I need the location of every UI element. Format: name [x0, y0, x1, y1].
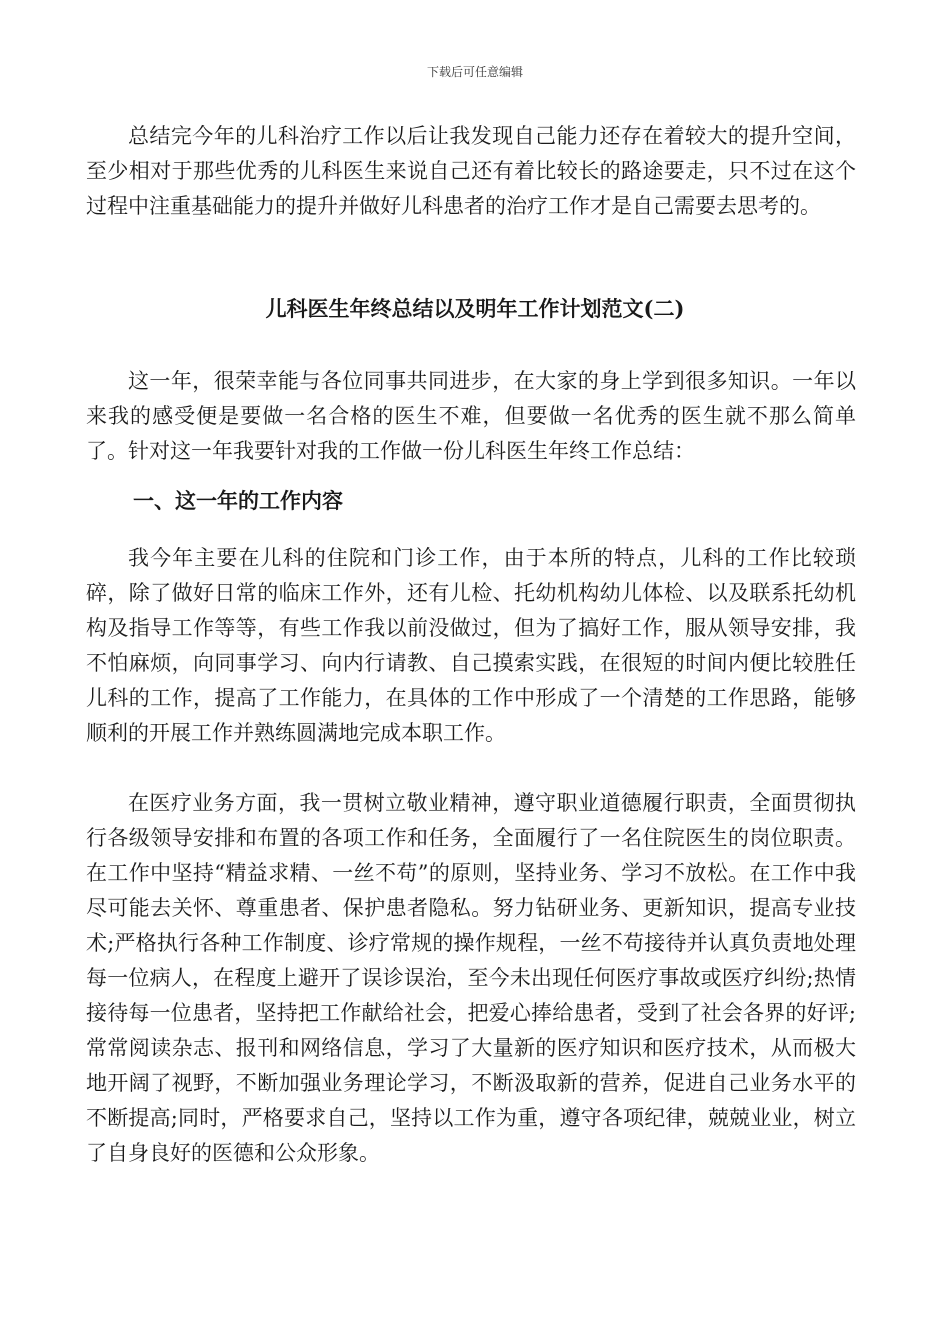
paragraph-work-content: 我今年主要在儿科的住院和门诊工作，由于本所的特点，儿科的工作比较琐碎，除了做好日常的临床工作外，还有儿检、托幼机构幼儿体检、以及联系托幼机构及指导工作等等，有些工作我以前没做过，但为了搞好工作，服从领导安排，我不怕麻烦，向同事学习、向内行请教、自己摸索实践，在很短的时间内便比较胜任儿科的工作，提高了工作能力，在具体的工作中形成了一个清楚的工作思路，能够顺利的开展工作并熟练圆满地完成本职工作。	[86, 546, 856, 745]
document-title: 儿科医生年终总结以及明年工作计划范文(二)	[265, 296, 685, 321]
paragraph-intro: 这一年，很荣幸能与各位同事共同进步，在大家的身上学到很多知识。一年以来我的感受便是要做一名合格的医生不难，但要做一名优秀的医生就不那么简单了。针对这一年我要针对我的工作做一份儿科医生年终工作总结：	[86, 369, 856, 463]
page-header: 下载后可任意编辑	[426, 65, 523, 79]
paragraph-medical-service: 在医疗业务方面，我一贯树立敬业精神，遵守职业道德履行职责，全面贯彻执行各级领导安排和布置的各项工作和任务，全面履行了一名住院医生的岗位职责。在工作中坚持“精益求精、一丝不苟”的原则，坚持业务、学习不放松。在工作中我尽可能去关怀、尊重患者、保护患者隐私。努力钻研业务、更新知识，提高专业技术;严格执行各种工作制度、诊疗常规的操作规程，一丝不苟接待并认真负责地处理每一位病人，在程度上避开了误诊误治，至今未出现任何医疗事故或医疗纠纷;热情接待每一位患者，坚持把工作献给社会，把爱心捧给患者，受到了社会各界的好评;常常阅读杂志、报刊和网络信息，学习了大量新的医疗知识和医疗技术，从而极大地开阔了视野，不断加强业务理论学习，不断汲取新的营养，促进自己业务水平的不断提高;同时，严格要求自己，坚持以工作为重，遵守各项纪律，兢兢业业，树立了自身良好的医德和公众形象。	[86, 791, 856, 1165]
section-heading-work-content: 一、这一年的工作内容	[133, 488, 343, 513]
paragraph-summary: 总结完今年的儿科治疗工作以后让我发现自己能力还存在着较大的提升空间，至少相对于那些优秀的儿科医生来说自己还有着比较长的路途要走，只不过在这个过程中注重基础能力的提升并做好儿科患者的治疗工作才是自己需要去思考的。	[86, 124, 856, 218]
